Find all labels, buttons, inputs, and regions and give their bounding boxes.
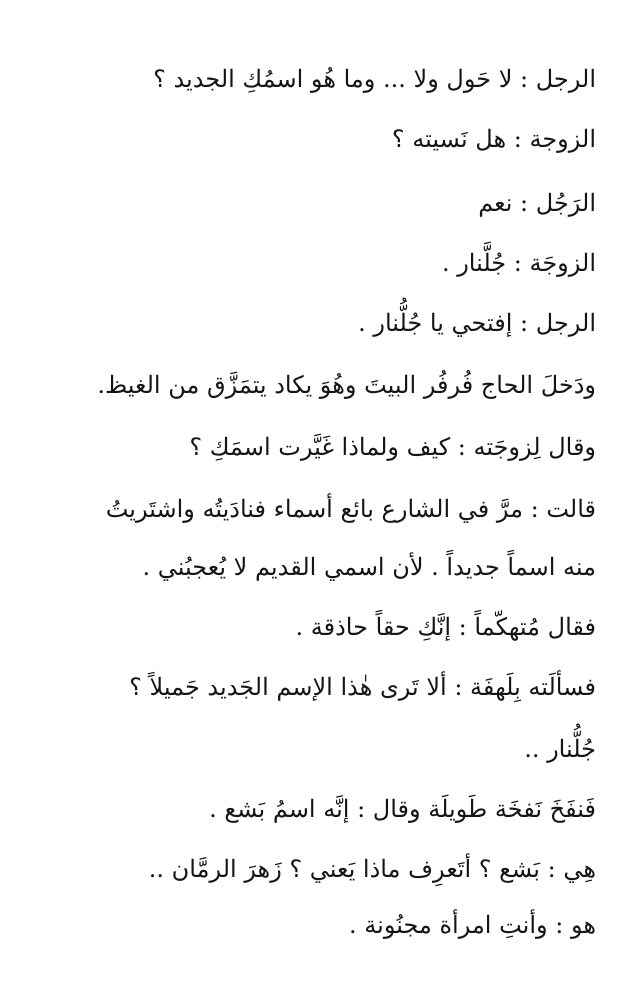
- text-line-4: الزوجَة : جُلَّنار .: [441, 249, 596, 277]
- text-line-1: الرجل : لا حَول ولا ... وما هُو اسمُكِ الجديد ؟: [153, 65, 596, 93]
- text-line-13: فَنفَخَ نَفخَة طَويلَة وقال : إنَّه اسمُ بَشع .: [209, 795, 596, 823]
- text-line-14: هِي : بَشع ؟ أتَعرِف ماذا يَعني ؟ زَهرَ الرمَّان ..: [148, 855, 596, 883]
- text-line-7: وقال لِزوجَته : كيف ولماذا غَيَّرت اسمَكِ ؟: [189, 433, 596, 461]
- text-line-5: الرجل : إفتحي يا جُلُّنار .: [358, 309, 596, 337]
- book-page: [40, 56, 596, 956]
- text-line-15: هو : وأنتِ امرأة مجنُونة .: [349, 911, 596, 939]
- text-line-10: فقال مُتهكّماً : إنَّكِ حقاً حاذقة .: [295, 613, 596, 641]
- text-line-6: ودَخلَ الحاج فُرفُر البيتَ وهُوَ يكاد يتمَزَّق من الغيظ.: [97, 371, 596, 399]
- text-line-11: فسألَته بِلَهفَة : ألا تَرى هٰذا الإسم الجَديد جَميلاً ؟: [129, 673, 596, 701]
- text-line-8: قالت : مرَّ في الشارع بائع أسماء فنادَيتُه واشتَريتُ: [105, 495, 596, 523]
- text-line-2: الزوجة : هل نَسيته ؟: [391, 125, 596, 153]
- text-line-9: منه اسماً جديداً . لأن اسمي القديم لا يُعجبُني .: [142, 553, 596, 581]
- text-line-12: جُلُّنار ..: [524, 735, 596, 763]
- text-line-3: الرَجُل : نعم: [478, 189, 596, 217]
